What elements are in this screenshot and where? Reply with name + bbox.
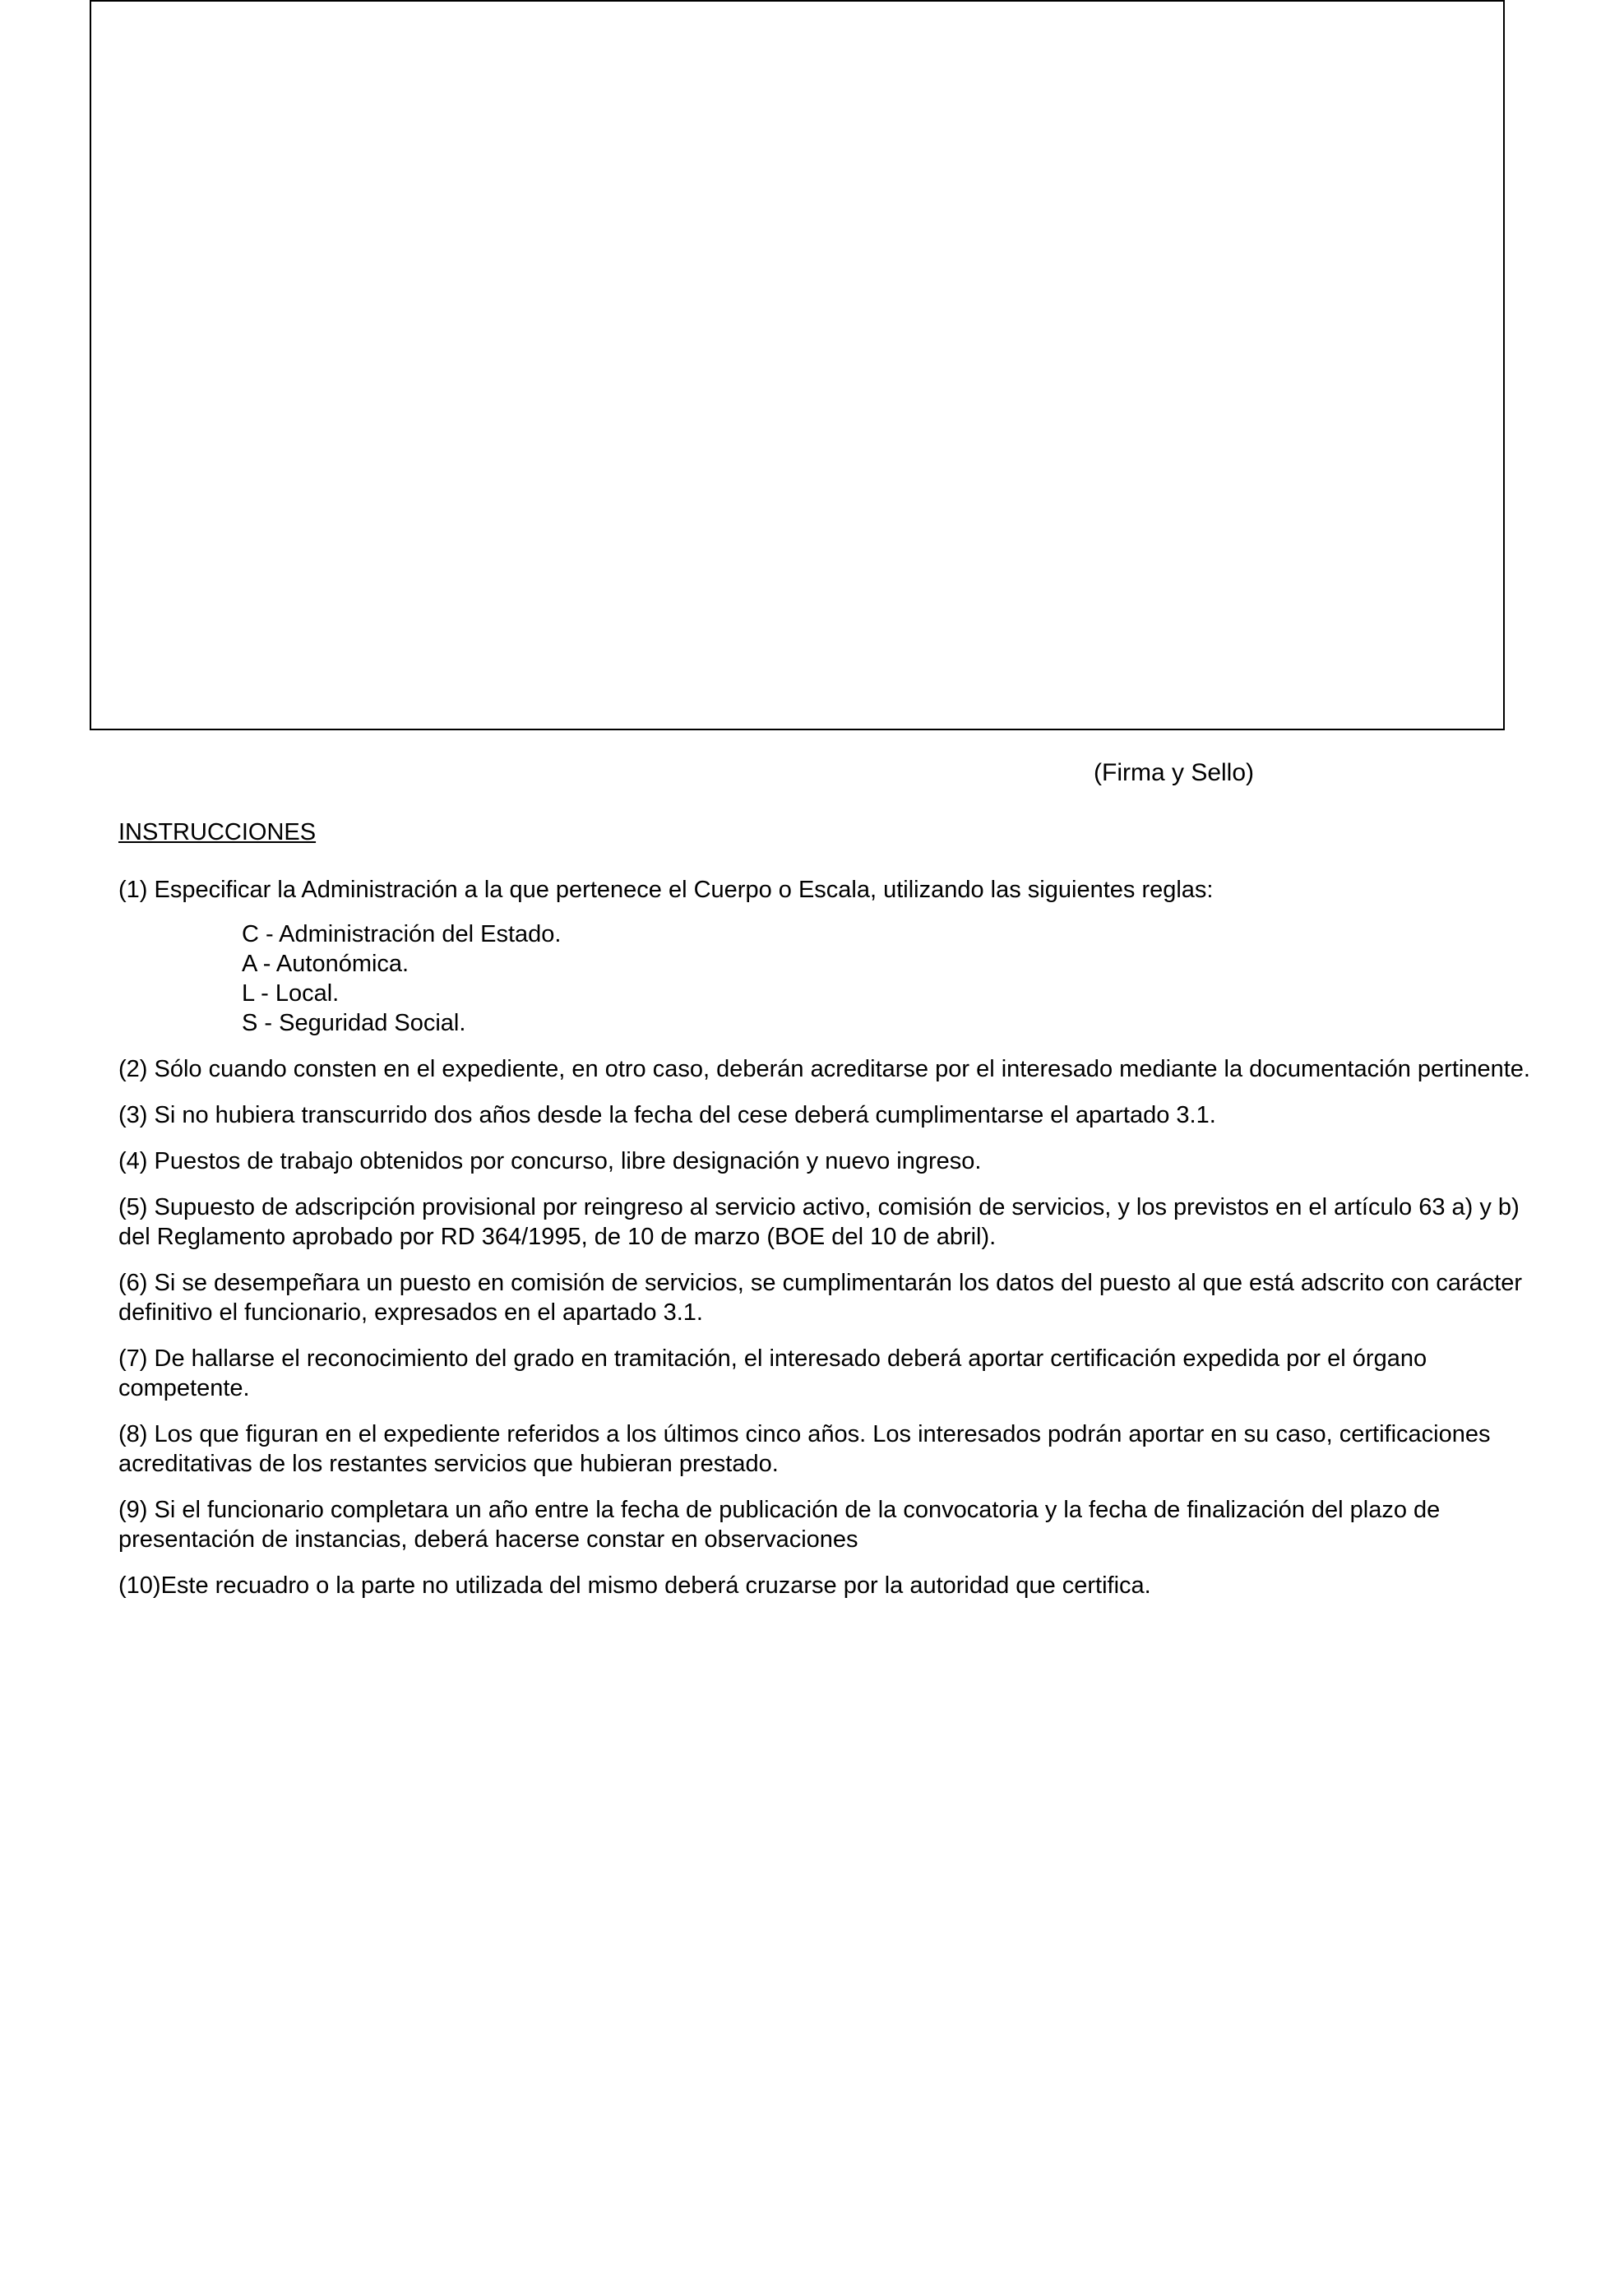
signature-caption: (Firma y Sello) xyxy=(1094,759,1255,786)
administration-rules-list xyxy=(242,919,1557,1038)
instruction-note-5: (5) Supuesto de adscripción provisional por reingreso al servicio activo, comisión de servicios, y los previstos en el artículo 63 a) y b) del Reglamento aprobado por RD 364/1995, de 10 de marzo (BOE del 10 de abril). xyxy=(118,1194,1520,1250)
instruction-note-7: (7) De hallarse el reconocimiento del grado en tramitación, el interesado deberá aportar certificación expedida por el órgano competente. xyxy=(118,1345,1427,1401)
rule-item-c: C - Administración del Estado. xyxy=(242,921,562,947)
instruction-note-4: (4) Puestos de trabajo obtenidos por concurso, libre designación y nuevo ingreso. xyxy=(118,1148,982,1174)
instruction-note-10: (10)Este recuadro o la parte no utilizada del mismo deberá cruzarse por la autoridad que certifica. xyxy=(118,1572,1151,1599)
instruction-note-3: (3) Si no hubiera transcurrido dos años desde la fecha del cese deberá cumplimentarse el apartado 3.1. xyxy=(118,1102,1216,1128)
signature-box xyxy=(90,0,1505,730)
instruction-note-8: (8) Los que figuran en el expediente referidos a los últimos cinco años. Los interesados podrán aportar en su caso, certificaciones acreditativas de los restantes servicios que hubieran prestado. xyxy=(118,1421,1491,1477)
rule-item-l: L - Local. xyxy=(242,980,340,1007)
instructions-section xyxy=(118,817,1557,1617)
instructions-title: INSTRUCCIONES xyxy=(118,819,317,845)
instruction-note-1: (1) Especificar la Administración a la que pertenece el Cuerpo o Escala, utilizando las siguientes reglas: xyxy=(118,877,1214,903)
rule-item-s: S - Seguridad Social. xyxy=(242,1010,466,1036)
rule-item-a: A - Autonómica. xyxy=(242,951,409,977)
instruction-note-6: (6) Si se desempeñara un puesto en comisión de servicios, se cumplimentarán los datos del puesto al que está adscrito con carácter definitivo el funcionario, expresados en el apartado 3.1. xyxy=(118,1270,1523,1326)
instruction-note-2: (2) Sólo cuando consten en el expediente, en otro caso, deberán acreditarse por el interesado mediante la documentación pertinente. xyxy=(118,1056,1530,1082)
instruction-note-9: (9) Si el funcionario completara un año entre la fecha de publicación de la convocatoria y la fecha de finalización del plazo de presentación de instancias, deberá hacerse constar en observaciones xyxy=(118,1497,1441,1553)
